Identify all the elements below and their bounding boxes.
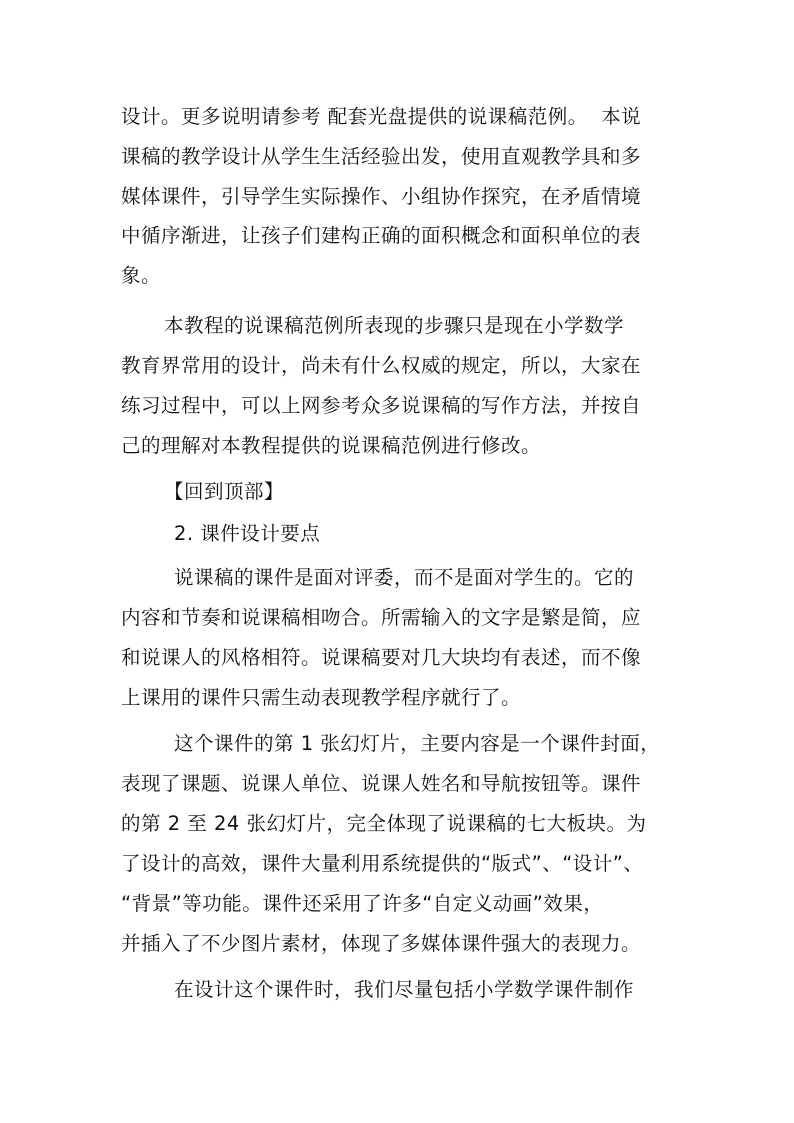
paragraph-line-15: 上课用的课件只需生动表现教学程序就行了。 xyxy=(121,686,522,709)
paragraph-line-12: 说课稿的课件是面对评委，而不是面对学生的。它的 xyxy=(174,566,635,589)
paragraph-line-18: 的第 2 至 24 张幻灯片，完全体现了说课稿的七大板块。为 xyxy=(121,812,647,835)
paragraph-line-16: 这个课件的第 1 张幻灯片，主要内容是一个课件封面， xyxy=(174,732,661,755)
paragraph-line-19: 了设计的高效，课件大量利用系统提供的“版式”、“设计”、 xyxy=(121,852,644,875)
section-heading: 2. 课件设计要点 xyxy=(174,522,321,545)
paragraph-line-6: 本教程的说课稿范例所表现的步骤只是现在小学数学 xyxy=(164,314,625,337)
paragraph-line-2: 课稿的教学设计从学生生活经验出发，使用直观教学具和多 xyxy=(121,145,642,168)
paragraph-line-5: 象。 xyxy=(121,264,162,287)
paragraph-line-17: 表现了课题、说课人单位、说课人姓名和导航按钮等。课件 xyxy=(121,772,642,795)
back-to-top-link[interactable]: 【回到顶部】 xyxy=(164,480,285,503)
paragraph-line-22: 在设计这个课件时，我们尽量包括小学数学课件制作 xyxy=(174,978,635,1001)
paragraph-line-8: 练习过程中，可以上网参考众多说课稿的写作方法，并按自 xyxy=(121,394,642,417)
paragraph-line-1: 设计。更多说明请参考 配套光盘提供的说课稿范例。 本说 xyxy=(121,105,642,128)
paragraph-line-9: 己的理解对本教程提供的说课稿范例进行修改。 xyxy=(121,434,542,457)
paragraph-line-13: 内容和节奏和说课稿相吻合。所需输入的文字是繁是简，应 xyxy=(121,606,642,629)
paragraph-line-21: 并插入了不少图片素材，体现了多媒体课件强大的表现力。 xyxy=(121,932,642,955)
paragraph-line-3: 媒体课件，引导学生实际操作、小组协作探究，在矛盾情境 xyxy=(121,185,642,208)
paragraph-line-14: 和说课人的风格相符。说课稿要对几大块均有表述，而不像 xyxy=(121,646,642,669)
paragraph-line-7: 教育界常用的设计，尚未有什么权威的规定，所以，大家在 xyxy=(121,354,642,377)
paragraph-line-20: “背景”等功能。课件还采用了许多“自定义动画”效果， xyxy=(121,892,604,915)
paragraph-line-4: 中循序渐进，让孩子们建构正确的面积概念和面积单位的表 xyxy=(121,224,642,247)
